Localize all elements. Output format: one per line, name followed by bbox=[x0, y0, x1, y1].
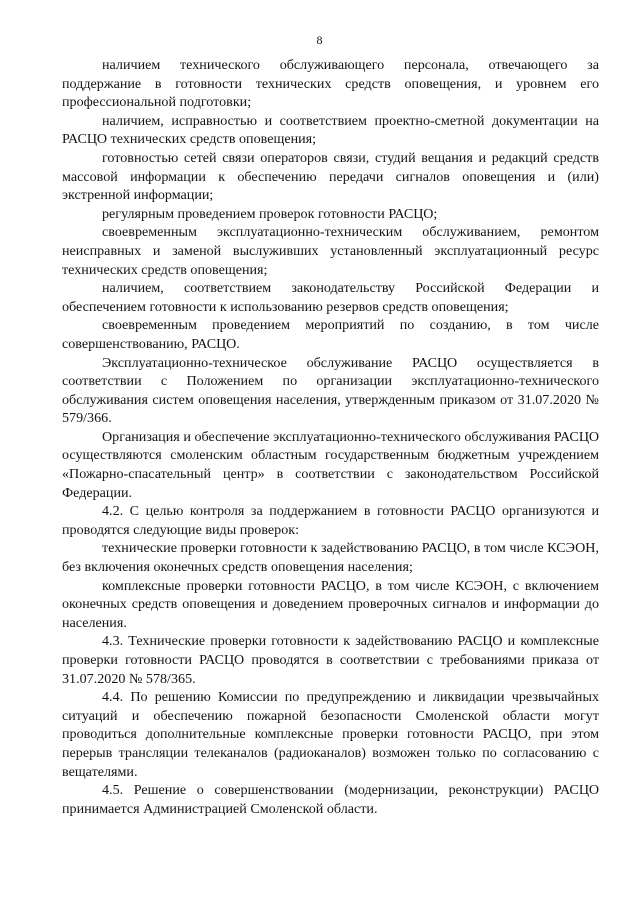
paragraph-section-4-5: 4.5. Решение о совершенствовании (модернизации, реконструкции) РАСЦО принимается Администрацией Смоленской области. bbox=[62, 782, 599, 817]
paragraph-network-readiness: готовностью сетей связи операторов связи, студий вещания и редакций средств массовой информации к обеспечению передачи сигналов оповещения и (или) экстренной информации; bbox=[62, 149, 599, 204]
paragraph-complex-checks: комплексные проверки готовности РАСЦО, в том числе КСЭОН, с включением оконечных средств оповещения и доведением проверочных сигналов и информации до населения. bbox=[62, 577, 599, 631]
paragraph-equipment-availability: наличием, исправностью и соответствием проектно-сметной документации на РАСЦО технических средств оповещения; bbox=[62, 112, 599, 148]
paragraph-section-4-4: 4.4. По решению Комиссии по предупреждению и ликвидации чрезвычайных ситуаций и обеспечению пожарной безопасности Смоленской области могут проводиться дополнительные комплексные проверки готовности РАСЦО, при этом перерыв трансляции телеканалов (радиоканалов) возможен только по согласованию с вещателями. bbox=[62, 689, 599, 780]
paragraph-improvement: своевременным проведением мероприятий по созданию, в том числе совершенствованию, РАСЦО. bbox=[62, 317, 599, 352]
paragraph-technical-checks: технические проверки готовности к задействованию РАСЦО, в том числе КСЭОН, без включения оконечных средств оповещения населения; bbox=[62, 540, 599, 576]
paragraph-maintenance-organization: Организация и обеспечение эксплуатационно-технического обслуживания РАСЦО осуществляются смоленским областным государственным бюджетным учреждением «Пожарно-спасательный центр» в соответствии с законодательством Российской Федерации. bbox=[62, 428, 599, 501]
paragraph-maintenance: своевременным эксплуатационно-техническим обслуживанием, ремонтом неисправных и заменой выслуживших установленный эксплуатационный ресурс технических средств оповещения; bbox=[62, 224, 599, 278]
paragraph-maintenance-regulation: Эксплуатационно-техническое обслуживание РАСЦО осуществляется в соответствии с Положением по организации эксплуатационно-технического обслуживания систем оповещения населения, утвержденным приказом от 31.07.2020 № 579/366. bbox=[62, 354, 599, 427]
paragraph-reserves: наличием, соответствием законодательству Российской Федерации и обеспечением готовности к использованию резервов средств оповещения; bbox=[62, 280, 599, 315]
paragraph-section-4-3: 4.3. Технические проверки готовности к задействованию РАСЦО и комплексные проверки готовности РАСЦО проводятся в соответствии с требованиями приказа от 31.07.2020 № 578/365. bbox=[62, 633, 599, 687]
page-number: 8 bbox=[316, 33, 323, 47]
page-body bbox=[62, 56, 599, 818]
paragraph-section-4-2: 4.2. С целью контроля за поддержанием в готовности РАСЦО организуются и проводятся следующие виды проверок: bbox=[62, 503, 599, 538]
paragraph-regular-checks: регулярным проведением проверок готовности РАСЦО; bbox=[102, 205, 438, 222]
paragraph-technical-staff: наличием технического обслуживающего персонала, отвечающего за поддержание в готовности технических средств оповещения, и уровнем его профессиональной подготовки; bbox=[62, 57, 599, 111]
